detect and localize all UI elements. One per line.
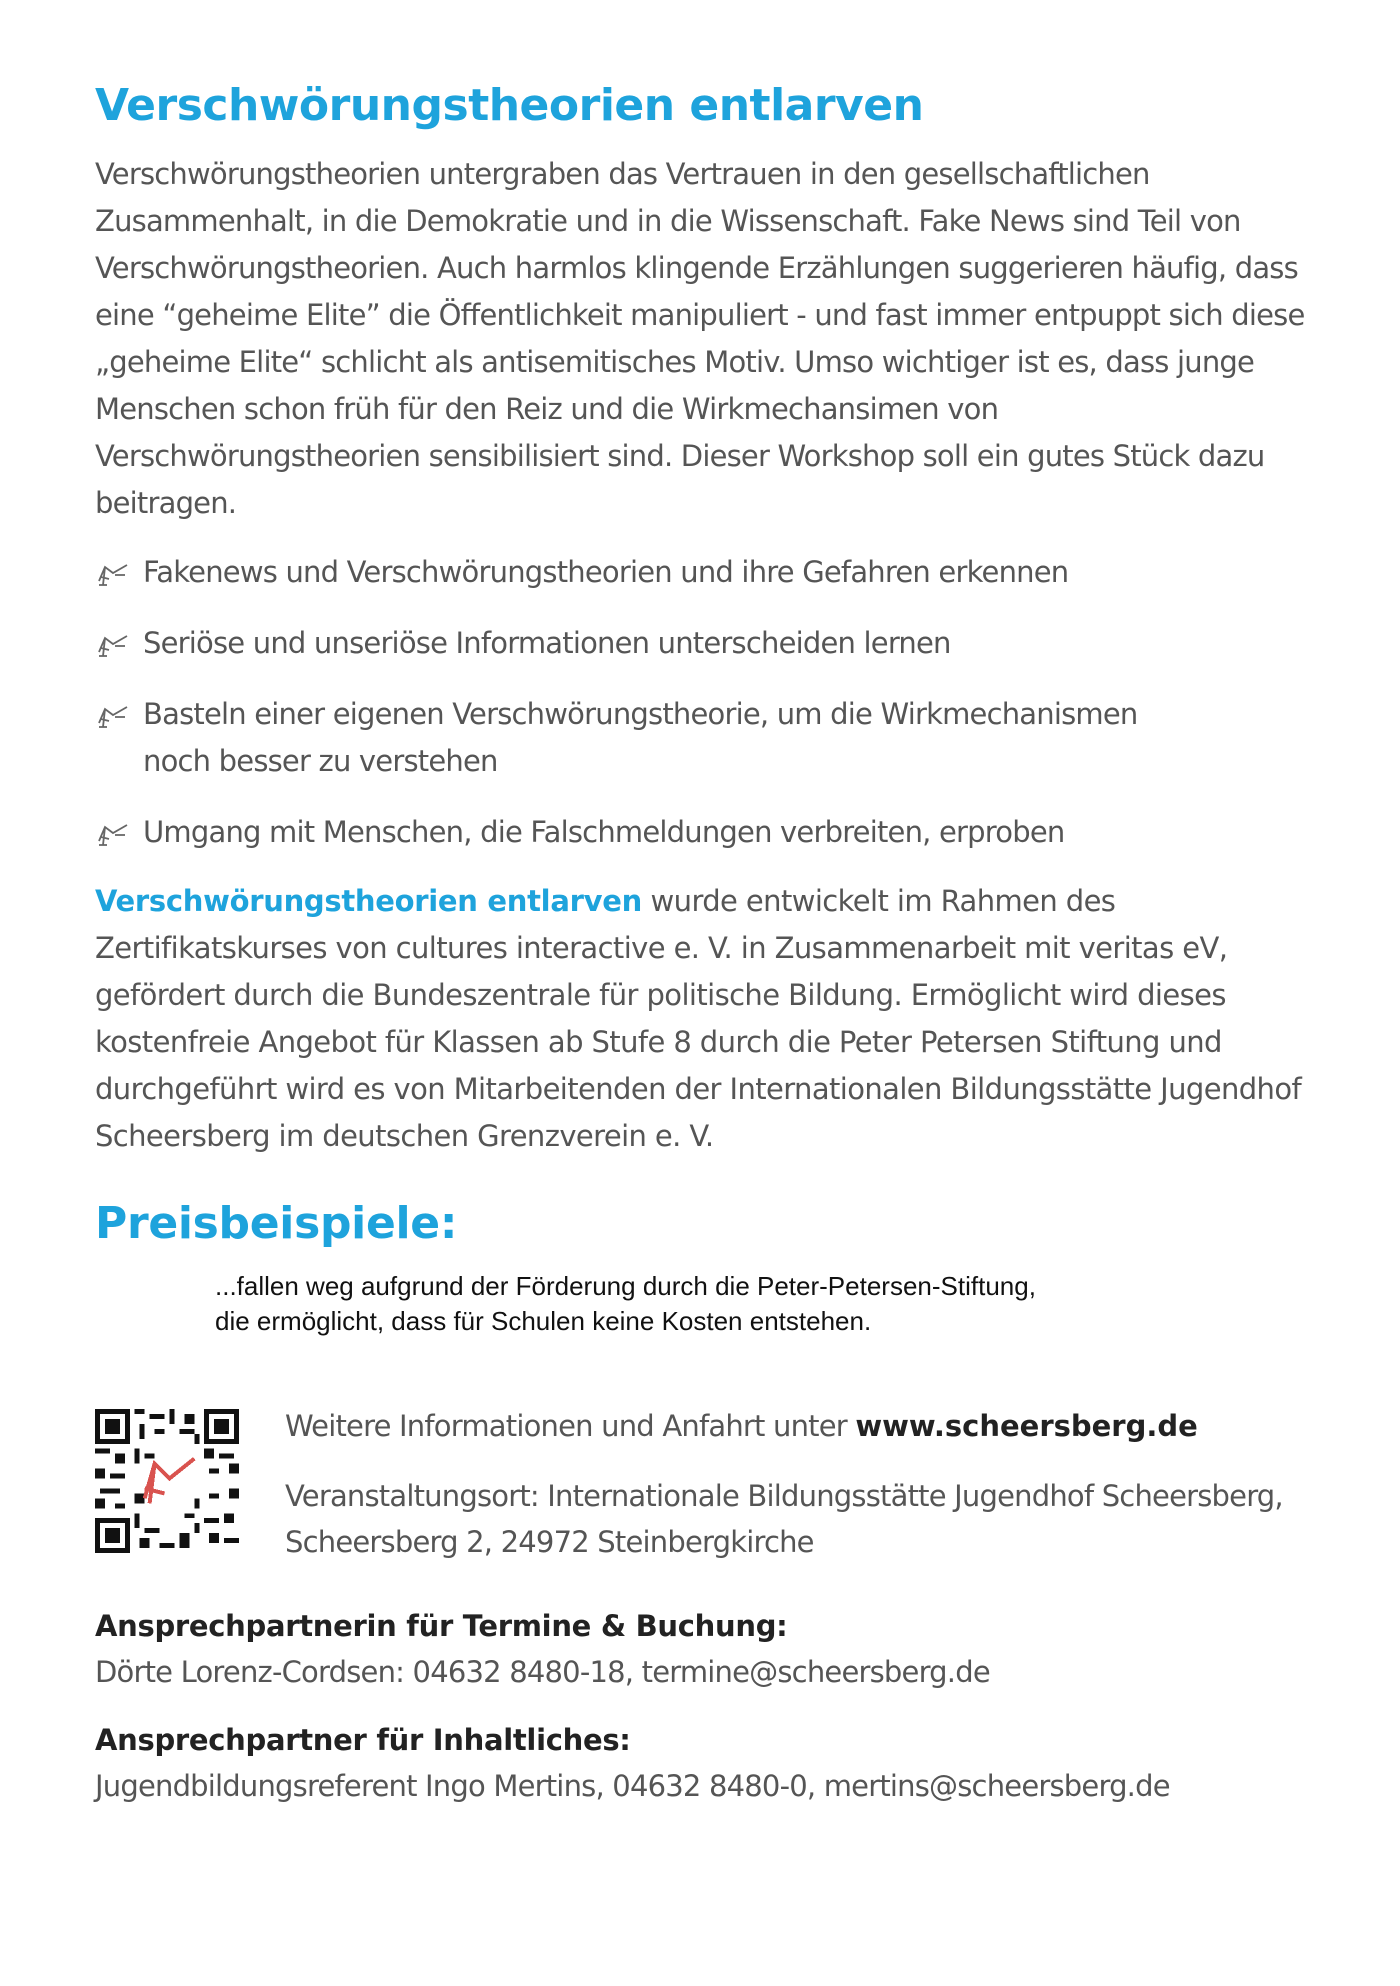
horn-icon	[95, 819, 131, 849]
horn-icon	[95, 559, 131, 589]
info-block	[95, 1403, 1325, 1563]
contact-section	[95, 1603, 1325, 1809]
bullet-text: Fakenews und Verschwörungstheorien und ihre Gefahren erkennen	[143, 555, 1069, 589]
contact-content: Jugendbildungsreferent Ingo Mertins, 04632 8480-0, mertins@scheersberg.de	[95, 1769, 1170, 1803]
bullet-text: Basteln einer eigenen Verschwörungstheorie, um die Wirkmechanismen noch besser zu verstehen	[143, 697, 1138, 778]
list-item	[95, 620, 1325, 667]
bullet-text: Seriöse und unseriöse Informationen unterscheiden lernen	[143, 626, 951, 660]
prices-note	[215, 1269, 1325, 1339]
more-info-line	[285, 1403, 1283, 1449]
prices-note-line: die ermöglicht, dass für Schulen keine Kosten entstehen.	[215, 1306, 872, 1336]
bullet-list	[95, 549, 1325, 856]
horn-icon	[95, 701, 131, 731]
list-item	[95, 809, 1325, 856]
credits-text: wurde entwickelt im Rahmen des Zertifikatskurses von cultures interactive e. V. in Zusammenarbeit mit veritas eV, gefördert durch die Bundeszentrale für politische Bildung. Ermöglicht wird dieses kostenfreie Angebot für Klassen ab Stufe 8 durch die Peter Petersen Stiftung und durchgeführt wird es von Mitarbeitenden der Internationalen Bildungsstätte Jugendhof Scheersberg im deutschen Grenzverein e. V.	[95, 884, 1302, 1153]
document-page	[95, 80, 1325, 1831]
venue	[285, 1473, 1283, 1565]
contact-heading-content: Ansprechpartner für Inhaltliches:	[95, 1723, 631, 1757]
contact-heading-booking: Ansprechpartnerin für Termine & Buchung:	[95, 1609, 788, 1643]
venue-line: Veranstaltungsort: Internationale Bildungsstätte Jugendhof Scheersberg,	[285, 1479, 1283, 1513]
credits-highlight: Verschwörungstheorien entlarven	[95, 884, 642, 918]
intro-paragraph: Verschwörungstheorien untergraben das Vertrauen in den gesellschaftlichen Zusammenhalt, in die Demokratie und in die Wissenschaft. Fake News sind Teil von Verschwörungstheorien. Auch harmlos klingende Erzählungen suggerieren häufig, dass eine “geheime Elite” die Öffentlichkeit manipuliert - und fast immer entpuppt sich diese „geheime Elite“ schlicht als antisemitisches Motiv. Umso wichtiger ist es, dass junge Menschen schon früh für den Reiz und die Wirkmechansimen von Verschwörungstheorien sensibilisiert sind. Dieser Workshop soll ein gutes Stück dazu beitragen.	[95, 157, 1305, 520]
page-title: Verschwörungstheorien entlarven	[95, 80, 924, 131]
prices-heading: Preisbeispiele:	[95, 1198, 458, 1249]
contact-booking: Dörte Lorenz-Cordsen: 04632 8480-18, termine@scheersberg.de	[95, 1655, 990, 1689]
qr-code-icon[interactable]	[95, 1409, 239, 1553]
list-item	[95, 691, 1325, 785]
more-info-prefix: Weitere Informationen und Anfahrt unter	[285, 1409, 856, 1443]
prices-note-line: ...fallen weg aufgrund der Förderung durch die Peter-Petersen-Stiftung,	[215, 1271, 1036, 1301]
website-link[interactable]: www.scheersberg.de	[855, 1409, 1198, 1443]
horn-icon	[95, 630, 131, 660]
bullet-text: Umgang mit Menschen, die Falschmeldungen verbreiten, erproben	[143, 815, 1065, 849]
credits-paragraph	[95, 878, 1325, 1160]
list-item	[95, 549, 1325, 596]
info-text	[285, 1403, 1283, 1589]
venue-line: Scheersberg 2, 24972 Steinbergkirche	[285, 1525, 814, 1559]
